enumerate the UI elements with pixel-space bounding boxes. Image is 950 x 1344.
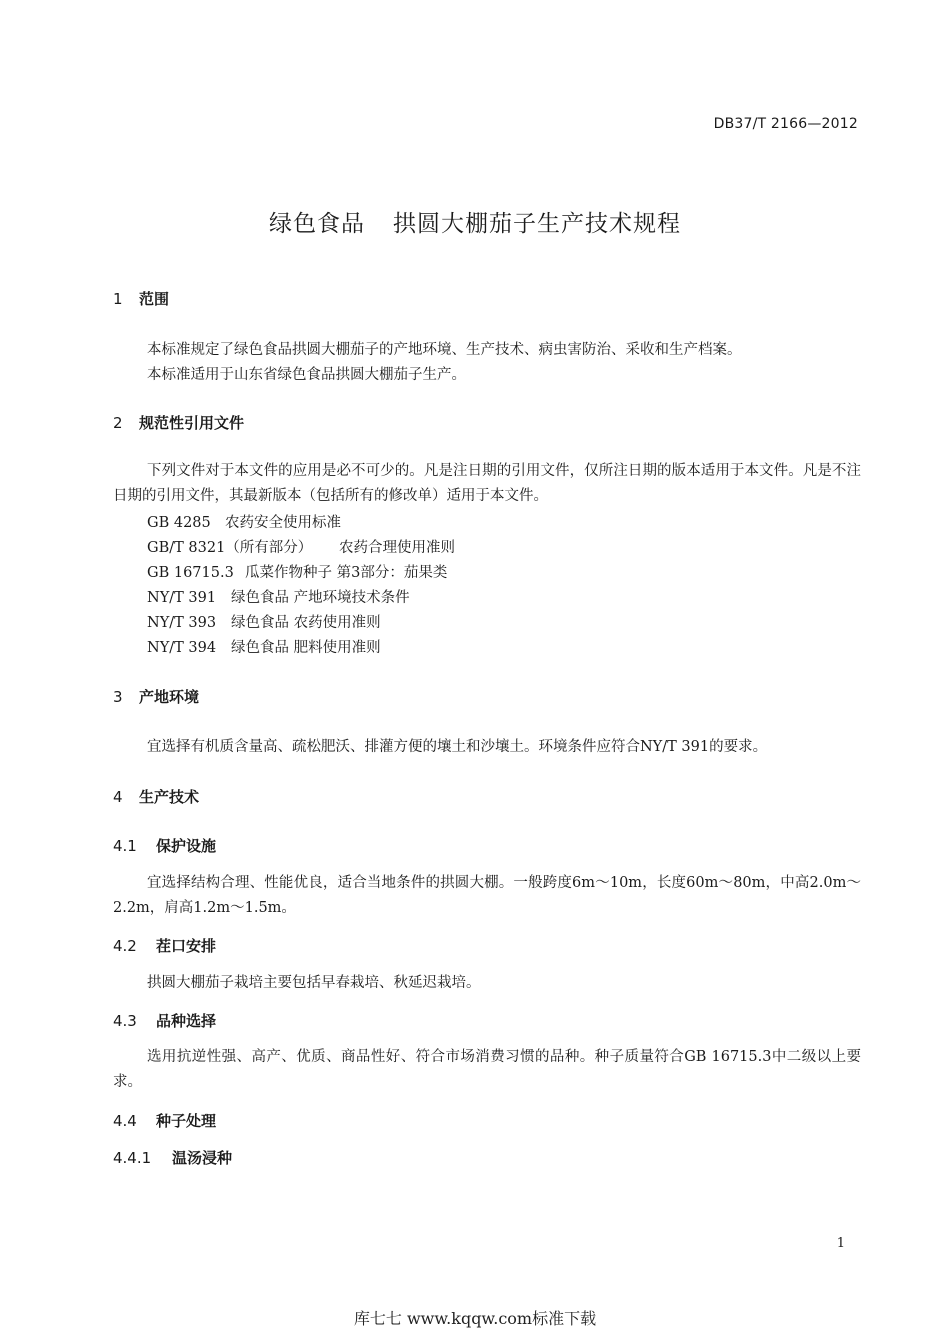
section-number: 4.3 xyxy=(113,1012,137,1030)
section-number: 3 xyxy=(113,688,123,706)
reference-code: NY/T 393 xyxy=(147,615,217,631)
section-number: 4.2 xyxy=(113,937,137,955)
section-number: 4.4.1 xyxy=(113,1149,152,1167)
reference-item xyxy=(147,636,381,657)
scope-line-2: 本标准适用于山东省绿色食品拱圆大棚茄子生产。 xyxy=(147,367,466,383)
section-number: 1 xyxy=(113,290,123,308)
reference-code: NY/T 391 xyxy=(147,590,217,606)
reference-code: GB 16715.3 xyxy=(147,565,234,581)
section-title: 种子处理 xyxy=(156,1112,217,1130)
reference-code: NY/T 394 xyxy=(147,640,217,656)
section-title: 品种选择 xyxy=(156,1012,217,1030)
reference-item xyxy=(147,586,410,607)
reference-code: GB/T 8321（所有部分） xyxy=(147,540,313,556)
footer-watermark-text: 库七七 www.kqqw.com标准下载 xyxy=(353,1309,597,1328)
section-4-3-heading xyxy=(113,1010,216,1031)
section-4-2-heading xyxy=(113,935,216,956)
title-part-1: 绿色食品 xyxy=(269,211,365,237)
document-title xyxy=(0,205,950,238)
section-number: 4.1 xyxy=(113,837,137,855)
section-4-1-heading xyxy=(113,835,216,856)
reference-name: 绿色食品 肥料使用准则 xyxy=(231,640,381,656)
reference-item xyxy=(147,536,455,557)
scope-line-1: 本标准规定了绿色食品拱圆大棚茄子的产地环境、生产技术、病虫害防治、采收和生产档案。 xyxy=(147,342,742,358)
section-title: 规范性引用文件 xyxy=(139,414,245,432)
section-title: 温汤浸种 xyxy=(172,1149,233,1167)
reference-name: 绿色食品 产地环境技术条件 xyxy=(231,590,410,606)
crop-arrangement-text: 拱圆大棚茄子栽培主要包括早春栽培、秋延迟栽培。 xyxy=(147,975,481,991)
page-number: 1 xyxy=(836,1236,845,1251)
section-number: 4 xyxy=(113,788,123,806)
section-number: 2 xyxy=(113,414,123,432)
section-4-heading xyxy=(113,786,199,807)
protection-facility-text: 宜选择结构合理、性能优良，适合当地条件的拱圆大棚。一般跨度6m～10m，长度60m～80m，中高2.0m～2.2m，肩高1.2m～1.5m。 xyxy=(113,875,861,916)
section-title: 生产技术 xyxy=(139,788,200,806)
section-number: 4.4 xyxy=(113,1112,137,1130)
reference-item xyxy=(147,611,381,632)
reference-name: 农药安全使用标准 xyxy=(225,515,341,531)
section-1-heading xyxy=(113,288,169,309)
reference-code: GB 4285 xyxy=(147,515,211,531)
title-part-2: 拱圆大棚茄子生产技术规程 xyxy=(393,211,681,237)
section-4-4-heading xyxy=(113,1110,216,1131)
reference-item xyxy=(147,511,341,532)
section-title: 茬口安排 xyxy=(156,937,217,955)
document-code: DB37/T 2166—2012 xyxy=(713,116,858,132)
variety-selection-text: 选用抗逆性强、高产、优质、商品性好、符合市场消费习惯的品种。种子质量符合GB 16715.3中二级以上要求。 xyxy=(113,1049,861,1090)
references-intro: 下列文件对于本文件的应用是必不可少的。凡是注日期的引用文件，仅所注日期的版本适用于本文件。凡是不注日期的引用文件，其最新版本（包括所有的修改单）适用于本文件。 xyxy=(113,463,861,504)
reference-item xyxy=(147,561,447,582)
reference-name: 农药合理使用准则 xyxy=(339,540,455,556)
section-title: 产地环境 xyxy=(139,688,200,706)
environment-text: 宜选择有机质含量高、疏松肥沃、排灌方便的壤土和沙壤土。环境条件应符合NY/T 391的要求。 xyxy=(147,739,768,755)
reference-name: 瓜菜作物种子 第3部分：茄果类 xyxy=(245,565,448,581)
section-2-heading xyxy=(113,412,244,433)
section-4-4-1-heading xyxy=(113,1147,232,1168)
section-title: 范围 xyxy=(139,290,170,308)
section-title: 保护设施 xyxy=(156,837,217,855)
reference-name: 绿色食品 农药使用准则 xyxy=(231,615,381,631)
section-3-heading xyxy=(113,686,199,707)
